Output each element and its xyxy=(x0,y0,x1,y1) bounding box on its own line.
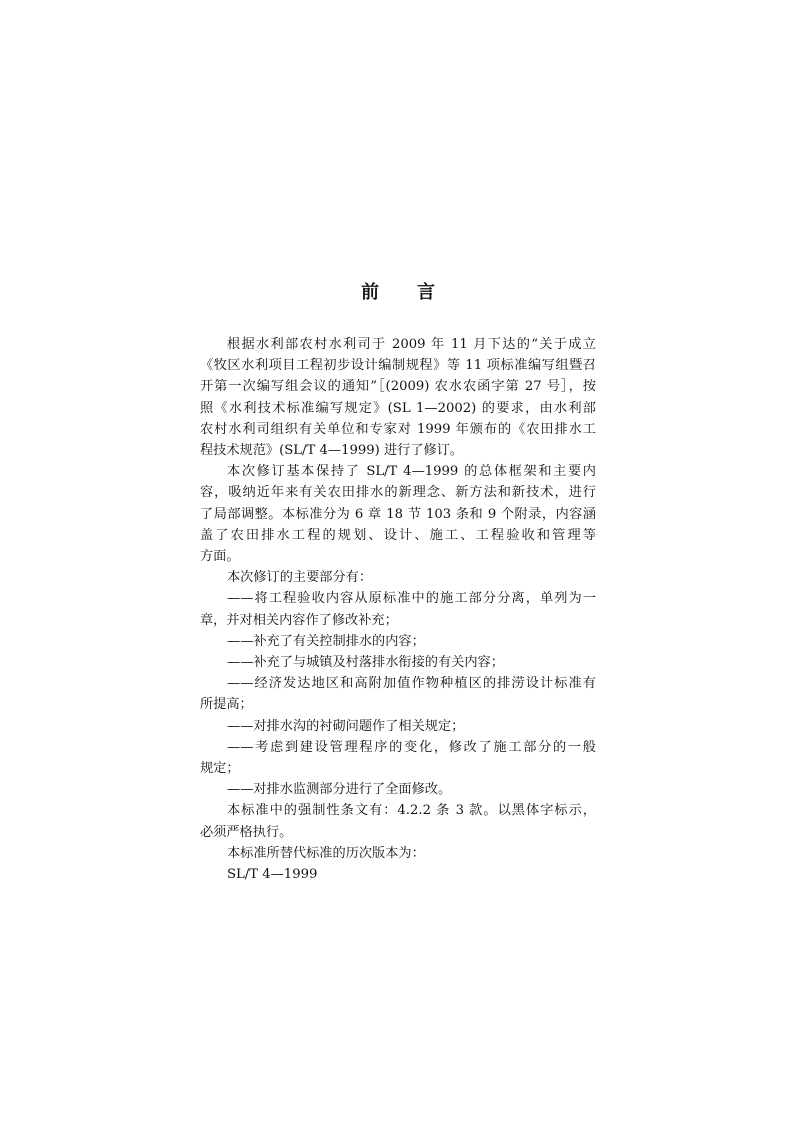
text-line: ——将工程验收内容从原标准中的施工部分分离，单列为一 xyxy=(227,591,596,607)
text-line: ——补充了与城镇及村落排水衔接的有关内容； xyxy=(227,655,504,671)
text-line: 根据水利部农村水利司于 2009 年 11 月下达的“关于成立 xyxy=(227,337,596,352)
preface-paragraph xyxy=(200,461,596,567)
text-line: 农村水利司组织有关单位和专家对 1999 年颁布的《农田排水工 xyxy=(200,421,596,437)
revision-item xyxy=(200,737,596,779)
text-line: 本标准所替代标准的历次版本为： xyxy=(227,845,425,861)
superseded-version xyxy=(200,864,596,885)
text-line: 本标准中的强制性条文有：4.2.2 条 3 款。以黑体字标示， xyxy=(227,803,596,819)
superseded-versions-label xyxy=(200,843,596,864)
text-line: ——对排水沟的衬砌问题作了相关规定； xyxy=(227,718,465,734)
text-line: 照《水利技术标准编写规定》(SL 1—2002) 的要求，由水利部 xyxy=(200,400,596,416)
text-line: 方面。 xyxy=(200,549,240,565)
revision-item xyxy=(200,631,596,652)
text-line: ——经济发达地区和高附加值作物种植区的排涝设计标准有 xyxy=(227,676,596,692)
text-line: 本次修订基本保持了 SL/T 4—1999 的总体框架和主要内 xyxy=(227,464,596,480)
revision-item xyxy=(200,716,596,737)
preface-paragraph xyxy=(200,567,596,588)
text-line: 本次修订的主要部分有： xyxy=(227,570,373,586)
revision-item xyxy=(200,779,596,800)
revision-item xyxy=(200,652,596,673)
page-title-char-2: 言 xyxy=(417,282,435,303)
text-line: 《牧区水利项目工程初步设计编制规程》等 11 项标准编写组暨召 xyxy=(200,358,596,374)
text-line: ——对排水监测部分进行了全面修改。 xyxy=(227,782,452,798)
text-line: 容，吸纳近年来有关农田排水的新理念、新方法和新技术，进行 xyxy=(200,485,596,501)
page-title xyxy=(200,278,596,308)
revision-item xyxy=(200,588,596,630)
page-content xyxy=(200,278,596,885)
text-line: 所提高； xyxy=(200,697,253,713)
mandatory-provision-note xyxy=(200,800,596,842)
text-line: 规定； xyxy=(200,761,240,777)
text-line: ——补充了有关控制排水的内容； xyxy=(227,633,425,649)
preface-paragraph xyxy=(200,334,596,461)
preface-body xyxy=(200,334,596,885)
text-line: SL/T 4—1999 xyxy=(227,867,318,883)
text-line: 必须严格执行。 xyxy=(200,824,293,840)
text-line: 开第一次编写组会议的通知”［(2009) 农水农函字第 27 号］，按 xyxy=(200,379,596,395)
text-line: 章，并对相关内容作了修改补充； xyxy=(200,612,398,628)
text-line: 盖了农田排水工程的规划、设计、施工、工程验收和管理等 xyxy=(200,527,596,543)
text-line: ——考虑到建设管理程序的变化，修改了施工部分的一般 xyxy=(227,739,596,755)
revision-item xyxy=(200,673,596,715)
text-line: 程技术规范》(SL/T 4—1999) 进行了修订。 xyxy=(200,443,464,459)
page-title-char-1: 前 xyxy=(361,282,379,303)
text-line: 了局部调整。本标准分为 6 章 18 节 103 条和 9 个附录，内容涵 xyxy=(200,506,596,522)
